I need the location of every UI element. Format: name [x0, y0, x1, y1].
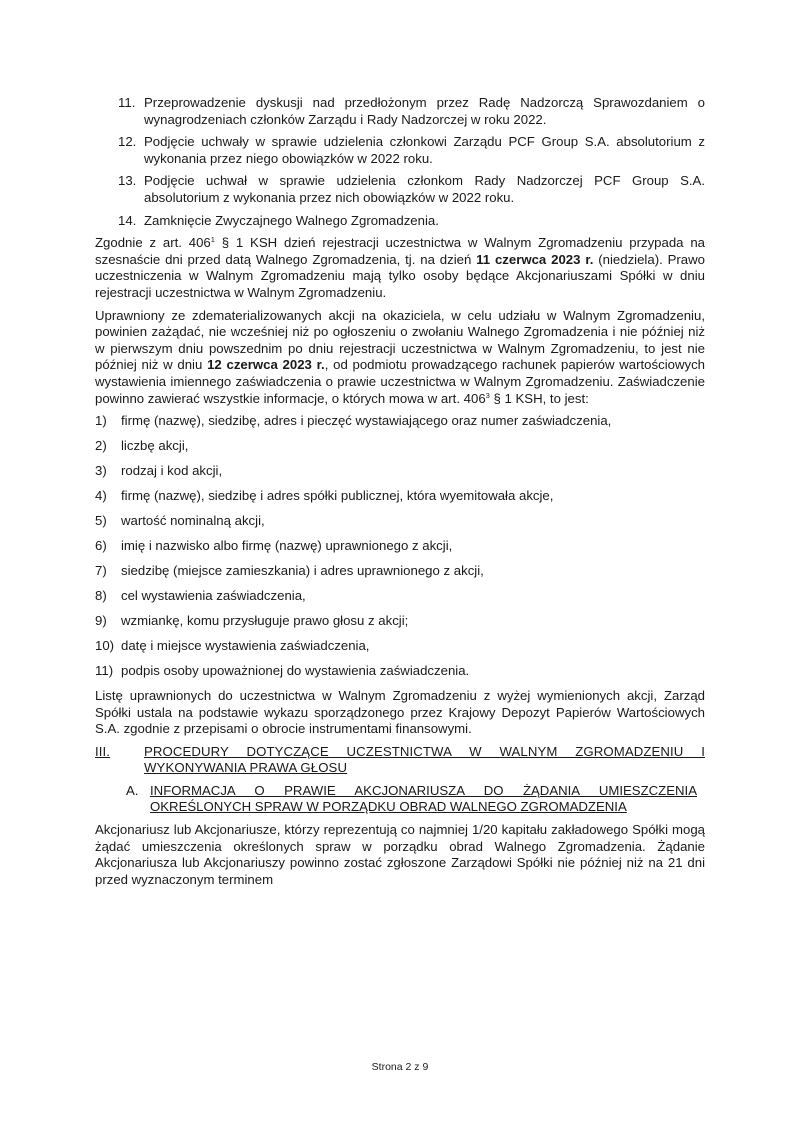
- page-total: 9: [422, 1061, 429, 1073]
- agenda-item-number: 11.: [118, 95, 136, 110]
- shareholder-list-paragraph: Listę uprawnionych do uczestnictwa w Walnym Zgromadzeniu z wyżej wymienionych akcji, Zarząd Spółki ustala na podstawie wykazu sporządzonego przez Krajowy Depozyt Papierów Wartościowych S.A. zgodnie z przepisami o obrocie instrumentami finansowymi.: [95, 687, 705, 737]
- agenda-item-number: 12.: [118, 134, 137, 150]
- superscript: 3: [485, 390, 490, 400]
- requirement-text: rodzaj i kod akcji,: [121, 463, 223, 479]
- text-run: Zgodnie z art. 406: [95, 235, 211, 251]
- requirement-item: [95, 613, 705, 630]
- requirement-number: 4): [95, 488, 107, 504]
- agenda-item: [95, 134, 705, 167]
- requirement-item: [95, 663, 705, 680]
- requirement-text: cel wystawienia zaświadczenia,: [121, 587, 306, 603]
- subsection-letter: A.: [126, 782, 139, 798]
- requirement-item: [95, 513, 705, 530]
- requirement-number: 10): [95, 637, 115, 653]
- page-footer: [0, 1061, 800, 1073]
- requirement-number: 8): [95, 587, 107, 603]
- requirement-text: wzmiankę, komu przysługuje prawo głosu z akcji;: [121, 612, 409, 628]
- agenda-item-text: Przeprowadzenie dyskusji nad przedłożonym przez Radę Nadzorczą Sprawozdaniem o wynagrodzeniach członków Zarządu i Rady Nadzorczej w roku 2022.: [144, 95, 705, 127]
- requirement-text: podpis osoby upoważnionej do wystawienia zaświadczenia.: [121, 662, 470, 678]
- section-title: PROCEDURY DOTYCZĄCE UCZESTNICTWA W WALNYM ZGROMADZENIU I WYKONYWANIA PRAWA GŁOSU: [144, 743, 705, 776]
- requirement-item: [95, 463, 705, 480]
- requirement-text: firmę (nazwę), siedzibę i adres spółki publicznej, która wyemitowała akcje,: [121, 488, 554, 504]
- agenda-item: [95, 95, 705, 128]
- superscript: 1: [210, 235, 215, 245]
- certificate-paragraph: [95, 308, 705, 408]
- subsection-a-heading: [95, 783, 705, 816]
- agenda-item-text: Zamknięcie Zwyczajnego Walnego Zgromadzenia.: [144, 212, 439, 228]
- requirement-number: 1): [95, 413, 107, 429]
- requirement-item: [95, 638, 705, 655]
- requirement-text: liczbę akcji,: [121, 438, 189, 454]
- text-run: , od podmiotu prowadzącego rachunek papierów wartościowych wystawienia imiennego zaświadczenia o prawie uczestnictwa w Walnym Zgromadzeniu. Zaświadczenie powinno zawierać wszystkie informacje, o których mowa w art. 406: [95, 357, 706, 406]
- requirement-number: 11): [95, 662, 114, 678]
- requirement-item: [95, 588, 705, 605]
- agenda-item-number: 14.: [118, 212, 137, 228]
- requirement-text: siedzibę (miejsce zamieszkania) i adres uprawnionego z akcji,: [121, 563, 484, 578]
- page-label: Strona: [371, 1061, 406, 1073]
- agenda-item-text: Podjęcie uchwał w sprawie udzielenia członkom Rady Nadzorczej PCF Group S.A. absolutorium z wykonania przez nich obowiązków w 2022 roku.: [144, 173, 705, 205]
- text-run: Uprawniony ze zdematerializowanych akcji na okaziciela, w celu udziału w Walnym Zgromadzeniu, powinien zażądać, nie wcześniej niż po ogłoszeniu o zwołaniu Walnego Zgromadzenia i nie później niż w pierwszym dniu powszednim po dniu rejestracji uczestnictwa w Walnym Zgromadzeniu, to jest nie później niż w dniu: [95, 307, 705, 373]
- page-separator: z: [411, 1061, 423, 1073]
- requirement-item: [95, 488, 705, 505]
- section-number: III.: [95, 743, 111, 759]
- agenda-item-text: Podjęcie uchwały w sprawie udzielenia członkowi Zarządu PCF Group S.A. absolutorium z wykonania przez niego obowiązków w 2022 roku.: [144, 134, 705, 166]
- agenda-item: [95, 173, 705, 206]
- requirement-item: [95, 413, 705, 430]
- certificate-requirements-list: [95, 413, 705, 679]
- requirement-text: firmę (nazwę), siedzibę, adres i pieczęć wystawiającego oraz numer zaświadczenia,: [121, 413, 612, 429]
- requirement-item: [95, 563, 705, 580]
- certificate-deadline: 12 czerwca 2023 r.: [207, 357, 325, 373]
- requirement-number: 5): [95, 513, 107, 529]
- requirement-text: datę i miejsce wystawienia zaświadczenia,: [121, 637, 370, 653]
- text-run: § 1 KSH, to jest:: [489, 390, 589, 406]
- requirement-number: 6): [95, 538, 107, 554]
- requirement-text: imię i nazwisko albo firmę (nazwę) uprawnionego z akcji,: [121, 538, 453, 554]
- registration-date: 11 czerwca 2023 r.: [476, 251, 594, 267]
- requirement-number: 7): [95, 563, 107, 578]
- agenda-item: [95, 213, 705, 230]
- page-number: 2: [405, 1061, 412, 1073]
- agenda-list: [95, 95, 705, 229]
- requirement-number: 2): [95, 438, 107, 454]
- section-iii-heading: [95, 744, 705, 777]
- requirement-item: [95, 538, 705, 555]
- agenda-request-paragraph: Akcjonariusz lub Akcjonariusze, którzy reprezentują co najmniej 1/20 kapitału zakładowego Spółki mogą żądać umieszczenia określonych spraw w porządku obrad Walnego Zgromadzenia. Żądanie Akcjonariusza lub Akcjonariuszy powinno zostać zgłoszone Zarządowi Spółki nie później niż na 21 dni przed wyznaczonym terminem: [95, 822, 705, 887]
- requirement-text: wartość nominalną akcji,: [121, 513, 265, 529]
- agenda-item-number: 13.: [118, 173, 137, 189]
- registration-date-paragraph: [95, 235, 705, 301]
- text-run: (niedziela). Prawo uczestniczenia w Walnym Zgromadzeniu mają tylko osoby będące Akcjonariuszami Spółki w dniu rejestracji uczestnictwa w Walnym Zgromadzeniu.: [95, 251, 705, 300]
- subsection-title: INFORMACJA O PRAWIE AKCJONARIUSZA DO ŻĄDANIA UMIESZCZENIA OKREŚLONYCH SPRAW W PORZĄDKU OBRAD WALNEGO ZGROMADZENIA: [150, 782, 697, 815]
- text-run: § 1 KSH dzień rejestracji uczestnictwa w Walnym Zgromadzeniu przypada na szesnaście dni przed datą Walnego Zgromadzenia, tj. na dzień: [95, 235, 706, 267]
- requirement-item: [95, 438, 705, 455]
- requirement-number: 9): [95, 612, 107, 628]
- requirement-number: 3): [95, 463, 107, 479]
- document-page: [95, 95, 705, 894]
